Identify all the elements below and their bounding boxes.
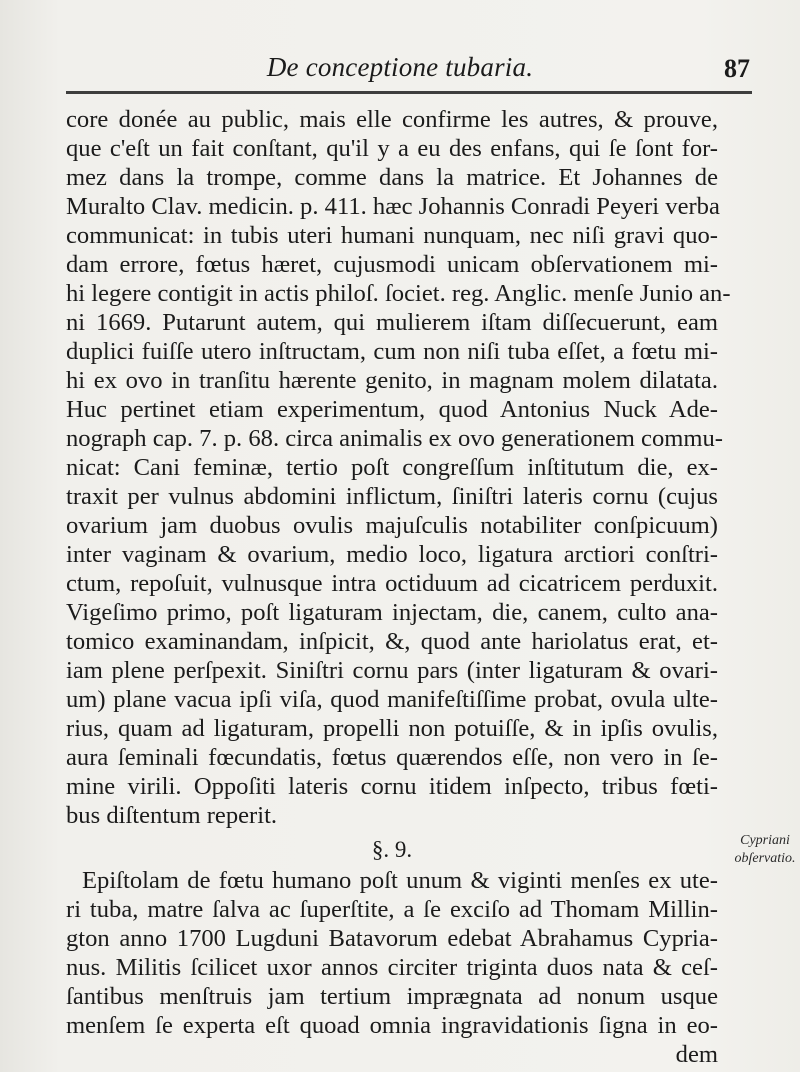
text-line: gton anno 1700 Lugduni Batavorum edebat Abrahamus Cypria-: [66, 925, 718, 952]
text-line: ovarium jam duobus ovulis majuſculis notabiliter conſpicuum): [66, 512, 718, 539]
text-line: mez dans la trompe, comme dans la matrice. Et Johannes de: [66, 164, 718, 191]
text-line: Huc pertinet etiam experimentum, quod Antonius Nuck Ade-: [66, 396, 718, 423]
text-line: aura ſeminali fœcundatis, fœtus quærendos eſſe, non vero in ſe-: [66, 744, 718, 771]
text-line: nicat: Cani feminæ, tertio poſt congreſſum inſtitutum die, ex-: [66, 454, 718, 481]
section-heading: §. 9.: [371, 837, 413, 862]
margin-note-line: Cypriani: [740, 833, 790, 848]
text-line: inter vaginam & ovarium, medio loco, ligatura arctiori conſtri-: [66, 541, 718, 568]
catchword: dem: [675, 1041, 718, 1068]
text-line: ri tuba, matre ſalva ac ſuperſtite, a ſe exciſo ad Thomam Millin-: [66, 896, 718, 923]
text-line: um) plane vacua ipſi viſa, quod manifeſtiſſime probat, ovula ulte-: [66, 686, 718, 713]
text-line: hi legere contigit in actis philoſ. ſociet. reg. Anglic. menſe Junio an-: [66, 280, 731, 307]
body-text: [66, 105, 731, 1069]
text-line: Vigeſimo primo, poſt ligaturam injectam, die, canem, culto ana-: [66, 599, 718, 626]
text-line: communicat: in tubis uteri humani nunquam, nec niſi gravi quo-: [66, 222, 718, 249]
margin-note: [732, 832, 798, 868]
text-line: ni 1669. Putarunt autem, qui mulierem iſtam diſſecuerunt, eam: [66, 309, 718, 336]
text-line: Epiſtolam de fœtu humano poſt unum & viginti menſes ex ute-: [82, 867, 718, 894]
text-line: que c'eſt un fait conſtant, qu'il y a eu des enfans, qui ſe ſont for-: [66, 135, 718, 162]
running-title: De conceptione tubaria.: [266, 52, 534, 82]
page-number: 87: [724, 54, 750, 83]
text-line: nus. Militis ſcilicet uxor annos circiter triginta duos nata & ceſ-: [66, 954, 718, 981]
text-line: ſantibus menſtruis jam tertium imprægnata ad nonum usque: [66, 983, 718, 1010]
running-head: [0, 52, 800, 88]
text-line: tomico examinandam, inſpicit, &, quod ante hariolatus erat, et-: [66, 628, 718, 655]
text-line: core donée au public, mais elle confirme les autres, & prouve,: [66, 106, 718, 133]
text-line: dam errore, fœtus hæret, cujusmodi unicam obſervationem mi-: [66, 251, 718, 278]
text-line: menſem ſe experta eſt quoad omnia ingravidationis ſigna in eo-: [66, 1012, 718, 1039]
text-line: duplici fuiſſe utero inſtructam, cum non niſi tuba eſſet, a fœtu mi-: [66, 338, 718, 365]
text-line: ctum, repoſuit, vulnusque intra octiduum ad cicatricem perduxit.: [66, 570, 718, 597]
header-rule: [66, 91, 752, 94]
margin-note-line: obſervatio.: [734, 851, 796, 866]
text-line: traxit per vulnus abdomini inflictum, ſiniſtri lateris cornu (cujus: [66, 483, 718, 510]
text-line: mine virili. Oppoſiti lateris cornu itidem inſpecto, tribus fœti-: [66, 773, 718, 800]
text-line: bus diſtentum reperit.: [66, 802, 278, 829]
text-line: hi ex ovo in tranſitu hærente genito, in magnam molem dilatata.: [66, 367, 718, 394]
text-line: rius, quam ad ligaturam, propelli non potuiſſe, & in ipſis ovulis,: [66, 715, 718, 742]
text-line: iam plene perſpexit. Siniſtri cornu pars (inter ligaturam & ovari-: [66, 657, 718, 684]
text-line: Muralto Clav. medicin. p. 411. hæc Johannis Conradi Peyeri verba: [66, 193, 720, 220]
text-line: nograph cap. 7. p. 68. circa animalis ex ovo generationem commu-: [66, 425, 723, 452]
